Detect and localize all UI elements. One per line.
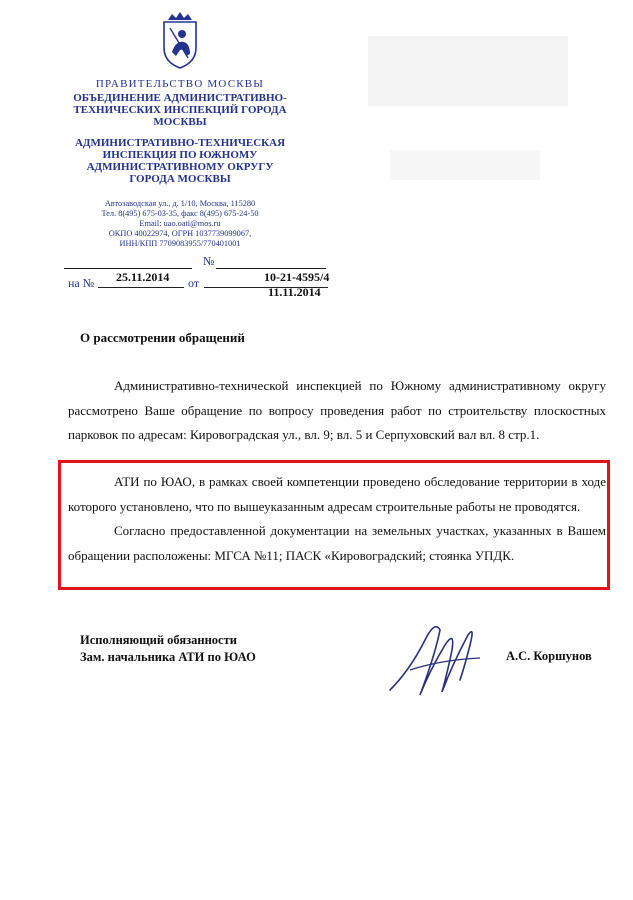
organization-name-line1: ОБЪЕДИНЕНИЕ АДМИНИСТРАТИВНО- bbox=[73, 92, 287, 104]
contact-inn: ИНН/КПП 7709083955/770401001 bbox=[119, 239, 241, 248]
signatory-position bbox=[80, 632, 256, 666]
inspection-name-line1: АДМИНИСТРАТИВНО-ТЕХНИЧЕСКАЯ bbox=[74, 137, 286, 149]
addressee-blank-area-2 bbox=[390, 150, 540, 180]
body-paragraph-2: АТИ по ЮАО, в рамках своей компетенции проведено обследование территории в ходе которого установлено, что по вышеуказанным адресам строительные работы не проводятся. bbox=[68, 474, 606, 514]
registration-na-label: на № bbox=[68, 276, 95, 290]
body-paragraph-1: Административно-технической инспекцией по Южному административному округу рассмотрено Ваше обращение по вопросу проведения работ по строительству плоскостных парковок по адресам: Кировоградская ул., вл. 9; вл. 5 и Серпуховский вал вл. 8 стр.1. bbox=[68, 378, 606, 442]
contact-address: Автозаводская ул., д. 1/10, Москва, 115280 bbox=[104, 199, 256, 208]
organization-name-line3: МОСКВЫ bbox=[153, 116, 207, 128]
signatory-position-line1: Исполняющий обязанности bbox=[80, 633, 237, 647]
addressee-blank-area bbox=[368, 36, 568, 106]
letter-subject: О рассмотрении обращений bbox=[80, 330, 245, 345]
registration-no-top-label: № bbox=[203, 254, 215, 268]
moscow-coat-of-arms-icon bbox=[160, 12, 200, 70]
registration-number-date: 11.11.2014 bbox=[268, 285, 321, 299]
registration-line-top-right bbox=[216, 268, 326, 269]
organization-name-line2: ТЕХНИЧЕСКИХ ИНСПЕКЦИЙ ГОРОДА bbox=[73, 104, 287, 116]
contact-email: Email: uao.oati@mos.ru bbox=[139, 219, 221, 228]
government-title: ПРАВИТЕЛЬСТВО МОСКВЫ bbox=[95, 78, 265, 90]
inspection-name-line4: ГОРОДА МОСКВЫ bbox=[129, 173, 231, 185]
contact-okpo: ОКПО 40022974, ОГРН 1037739099067, bbox=[108, 229, 252, 238]
signatory-name: А.С. Коршунов bbox=[506, 649, 592, 663]
registration-date-line bbox=[98, 287, 184, 288]
signatory-position-line2: Зам. начальника АТИ по ЮАО bbox=[80, 650, 256, 664]
inspection-name-line2: ИНСПЕКЦИЯ ПО ЮЖНОМУ bbox=[102, 149, 258, 161]
handwritten-signature-icon bbox=[380, 610, 490, 710]
letter-body bbox=[68, 374, 606, 448]
body-paragraph-3: Согласно предоставленной документации на земельных участках, указанных в Вашем обращении расположены: МГСА №11; ПАСК «Кировоградский; стоянка УПДК. bbox=[68, 523, 606, 563]
registration-date: 25.11.2014 bbox=[116, 270, 170, 284]
registration-number: 10-21-4595/4 bbox=[264, 270, 330, 284]
inspection-name-line3: АДМИНИСТРАТИВНОМУ ОКРУГУ bbox=[86, 161, 274, 173]
organization-name bbox=[60, 92, 300, 128]
red-highlight-frame bbox=[58, 460, 610, 590]
registration-line-top bbox=[64, 268, 192, 269]
contact-block bbox=[60, 199, 300, 249]
registration-number-line bbox=[204, 287, 328, 288]
registration-ot-label: от bbox=[188, 276, 200, 290]
inspection-name bbox=[60, 137, 300, 185]
contact-phone: Тел. 8(495) 675-03-35, факс 8(495) 675-24-50 bbox=[101, 209, 259, 218]
